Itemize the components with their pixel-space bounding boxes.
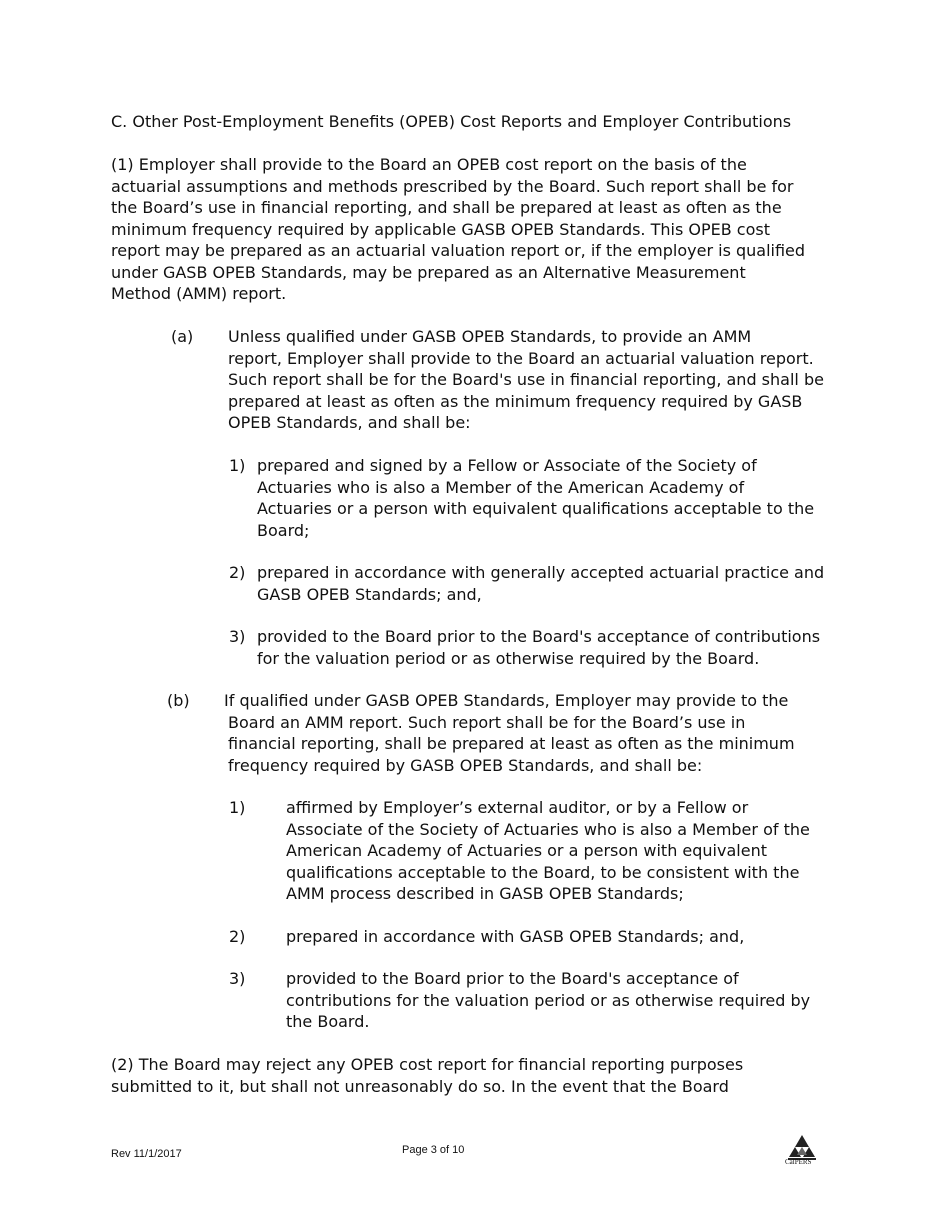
text-line: the Board. <box>286 1012 370 1031</box>
text-line: Method (AMM) report. <box>111 284 287 303</box>
text-line: the Board’s use in financial reporting, and shall be prepared at least as often as the <box>111 198 782 217</box>
list-item <box>257 455 814 541</box>
text-line: under GASB OPEB Standards, may be prepared as an Alternative Measurement <box>111 262 746 282</box>
text-line: prepared and signed by a Fellow or Associate of the Society of <box>257 456 757 475</box>
list-item <box>257 626 820 669</box>
page-number: Page 3 of 10 <box>402 1144 465 1156</box>
text-line: OPEB Standards, and shall be: <box>228 413 471 432</box>
text-line: (1) Employer shall provide to the Board an OPEB cost report on the basis of the <box>111 155 747 174</box>
text-line: report, Employer shall provide to the Board an actuarial valuation report. <box>228 348 814 368</box>
section-heading: C. Other Post-Employment Benefits (OPEB) Cost Reports and Employer Contributions <box>111 112 792 131</box>
text-line: Associate of the Society of Actuaries who is also a Member of the <box>286 819 810 839</box>
item-number: 2) <box>229 927 246 946</box>
list-item <box>286 797 810 905</box>
item-number: 3) <box>229 969 246 988</box>
paragraph-1 <box>111 154 805 305</box>
text-line: frequency required by GASB OPEB Standards, and shall be: <box>228 755 703 775</box>
text-line: If qualified under GASB OPEB Standards, Employer may provide to the <box>224 691 789 710</box>
text-line: prepared in accordance with generally accepted actuarial practice and <box>257 563 825 582</box>
text-line: Unless qualified under GASB OPEB Standards, to provide an AMM <box>228 327 752 346</box>
text-line: AMM process described in GASB OPEB Standards; <box>286 884 684 903</box>
text-line: prepared in accordance with GASB OPEB Standards; and, <box>286 927 745 946</box>
text-line: contributions for the valuation period or as otherwise required by <box>286 990 811 1010</box>
text-line: for the valuation period or as otherwise required by the Board. <box>257 648 760 668</box>
subsection-b-label: (b) <box>167 691 190 710</box>
text-line: Actuaries who is also a Member of the American Academy of <box>257 477 745 497</box>
paragraph-2 <box>111 1054 743 1097</box>
subsection-a-label: (a) <box>171 327 194 346</box>
text-line: minimum frequency required by applicable GASB OPEB Standards. This OPEB cost <box>111 219 770 239</box>
text-line: (2) The Board may reject any OPEB cost report for financial reporting purposes <box>111 1055 744 1074</box>
text-line: report may be prepared as an actuarial valuation report or, if the employer is qualified <box>111 241 806 260</box>
text-line: financial reporting, shall be prepared at least as often as the minimum <box>228 734 795 753</box>
subsection-a-text <box>228 326 824 434</box>
logo-wordmark: CalPERS <box>785 1158 812 1166</box>
text-line: Board an AMM report. Such report shall be for the Board’s use in <box>228 712 746 732</box>
text-line: Board; <box>257 520 310 540</box>
text-line: affirmed by Employer’s external auditor, or by a Fellow or <box>286 798 749 817</box>
item-number: 3) <box>229 627 246 646</box>
text-line: qualifications acceptable to the Board, to be consistent with the <box>286 862 800 882</box>
subsection-b-text <box>224 690 795 776</box>
text-line: Such report shall be for the Board's use in financial reporting, and shall be <box>228 370 824 389</box>
text-line: provided to the Board prior to the Board's acceptance of contributions <box>257 627 821 646</box>
item-number: 1) <box>229 456 246 475</box>
text-line: submitted to it, but shall not unreasonably do so. In the event that the Board <box>111 1076 729 1096</box>
text-line: provided to the Board prior to the Board's acceptance of <box>286 969 739 988</box>
list-item <box>286 926 744 948</box>
text-line: GASB OPEB Standards; and, <box>257 584 482 604</box>
text-line: prepared at least as often as the minimum frequency required by GASB <box>228 391 803 411</box>
revision-date: Rev 11/1/2017 <box>111 1148 182 1160</box>
item-number: 1) <box>229 798 246 817</box>
item-number: 2) <box>229 563 246 582</box>
text-line: American Academy of Actuaries or a person with equivalent <box>286 841 767 860</box>
text-line: actuarial assumptions and methods prescribed by the Board. Such report shall be for <box>111 176 794 196</box>
text-line: Actuaries or a person with equivalent qualifications acceptable to the <box>257 499 815 518</box>
list-item <box>257 562 824 605</box>
list-item <box>286 968 810 1033</box>
